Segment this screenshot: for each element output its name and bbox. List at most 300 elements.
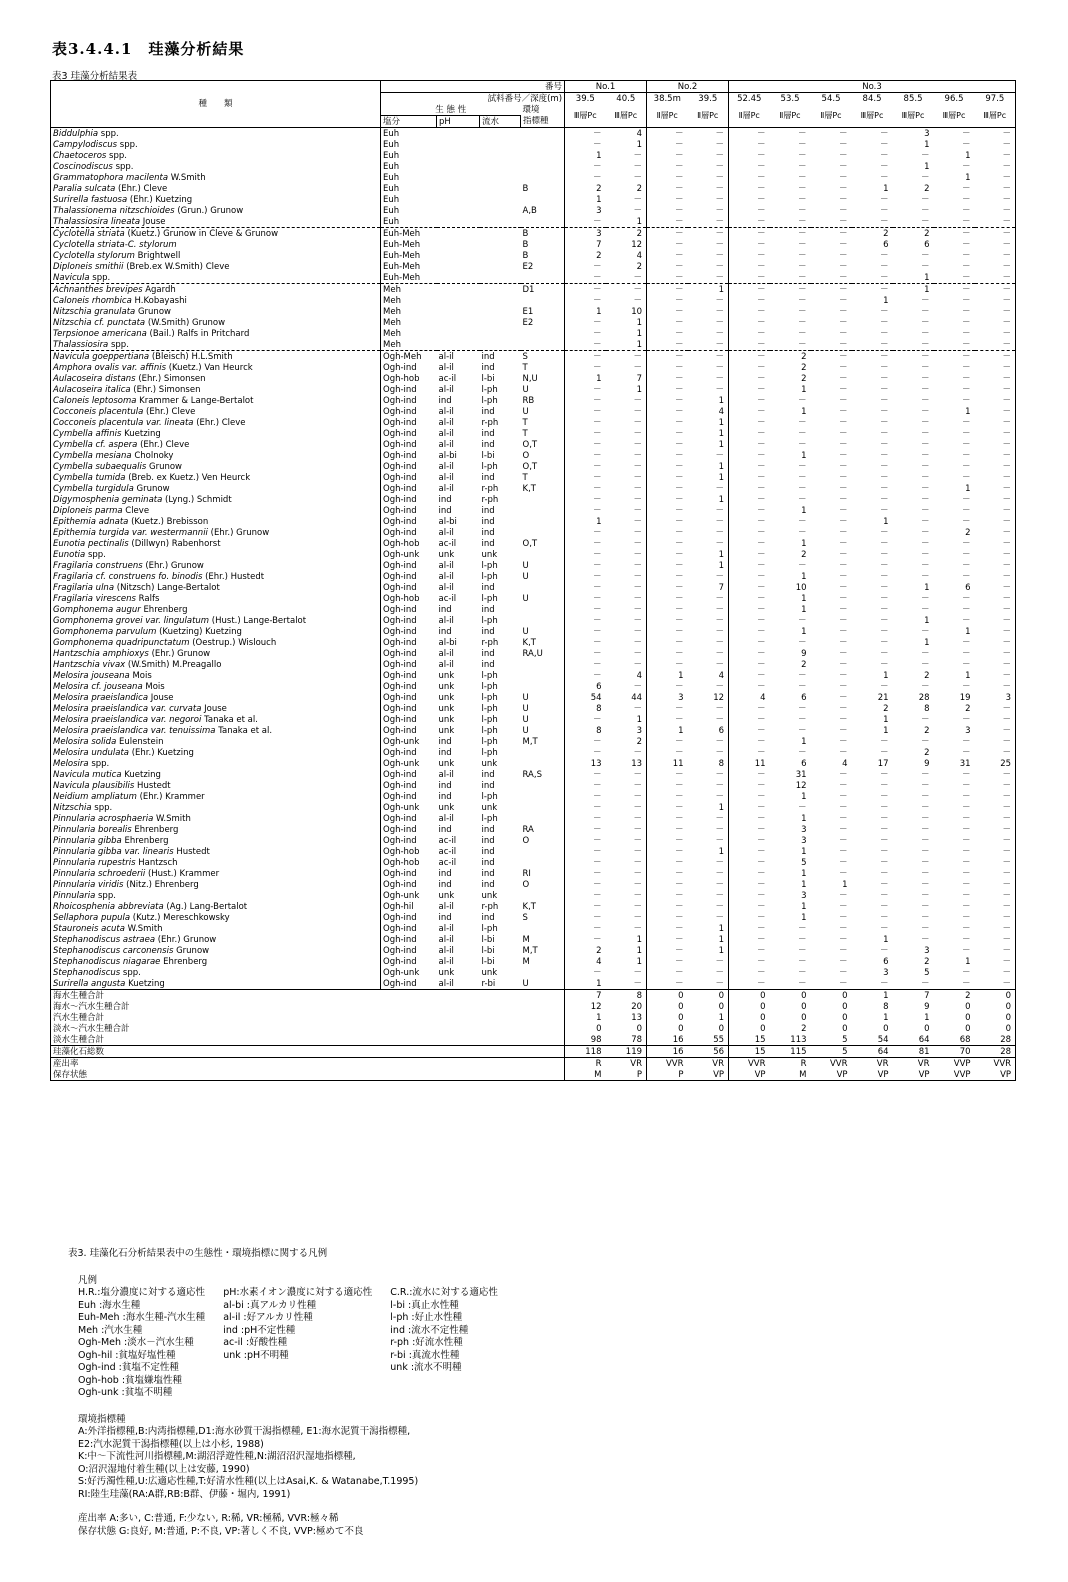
count-cell: － [811,284,852,296]
species-name [51,637,381,648]
count-cell: － [688,857,729,868]
ph-cell: unk [438,890,455,901]
count-cell: － [675,505,684,516]
indicator-cell: U [521,593,565,604]
count-cell: － [688,791,729,802]
count-cell: － [798,725,807,736]
count-cell: － [675,339,684,350]
count-cell: 1 [606,945,647,956]
species-latin: Caloneis rhombica [53,295,132,306]
count-cell: － [675,736,684,747]
species-latin: Pinnularia gibba var. linearis [53,846,174,857]
count-cell: － [757,857,766,868]
count-cell: 3 [801,824,807,835]
count-cell: － [962,194,971,205]
species-author: Jouse [142,216,166,227]
legend-line: H.R.:塩分濃度に対する適応性 [78,1287,205,1298]
current-cell: l-ph [481,395,498,406]
count-cell: － [757,328,766,339]
count-cell: － [839,978,848,989]
current-cell: ind [481,582,495,593]
count-cell: － [675,261,684,272]
current-cell: ind [481,868,495,879]
species-name [51,736,381,747]
count-cell: － [839,824,848,835]
ph-cell: ind [438,626,452,637]
current-cell: ind [481,362,495,373]
count-cell: － [757,439,766,450]
count-cell: － [675,857,684,868]
species-latin: Gomphonema parvulum [53,626,157,637]
species-latin: Eunotia pectinalis [53,538,129,549]
count-cell: － [1002,384,1012,395]
salinity-cell: Euh-Meh [381,228,437,240]
table-row [51,272,1016,284]
salinity-cell: Ogh-unk [383,758,420,769]
total-cell: 8 [883,1001,889,1012]
count-cell: － [962,769,971,780]
ph-cell: ind [438,604,452,615]
indicator-cell: K,T [521,483,565,494]
total-row [51,1012,1016,1023]
indicator-cell [521,272,565,284]
count-cell: 1 [688,923,729,934]
count-cell: － [921,626,930,637]
count-cell: － [757,593,766,604]
species-latin: Cocconeis placentula var. lineata [53,417,194,428]
count-cell: 1 [688,395,729,406]
count-cell: 3 [924,128,930,139]
indicator-cell [521,582,565,593]
species-name [51,417,381,428]
count-cell: 1 [801,505,807,516]
species-latin: Melosira [53,758,89,769]
count-cell: － [880,923,889,934]
ph-cell [437,128,480,140]
legend-line: 産出率 A:多い, C:普通, F:少ない, R:稀, VR:極稀, VVR:極々稀 [78,1513,339,1524]
indicator-cell: T [521,362,565,373]
legend-line: Ogh-hil :貧塩好塩性種 [78,1349,176,1361]
total-cell: 0 [760,1001,766,1012]
total-row [51,1023,1016,1034]
table-row [51,439,1016,450]
count-cell: － [675,494,684,505]
count-cell: － [688,505,729,516]
count-cell: － [688,835,729,846]
count-cell: － [798,194,807,205]
total-cell: R [770,1058,811,1070]
count-cell: － [688,183,729,194]
count-cell: － [1002,328,1012,339]
current-cell: ind [481,648,495,659]
current-cell: l-ph [481,670,498,681]
species-name [51,362,381,373]
count-cell: － [606,802,647,813]
salinity-cell: Ogh-ind [383,483,417,494]
count-cell: － [839,406,848,417]
count-cell: － [921,813,930,824]
species-author: Tanaka et al. [218,725,273,736]
count-cell: － [757,934,766,945]
count-cell: － [921,428,930,439]
ph-header: pH [437,116,480,128]
count-cell: － [839,714,848,725]
species-latin: Cymbella mesiana [53,450,132,461]
total-cell: R [565,1058,606,1070]
table-row [51,648,1016,659]
total-cell: 0 [1005,1001,1012,1012]
count-cell: － [688,450,729,461]
count-cell: － [1002,879,1012,890]
table-row [51,172,1016,183]
count-cell: － [962,923,971,934]
count-cell: － [593,835,602,846]
salinity-cell: Ogh-Meh [381,351,437,363]
table-row [51,791,1016,802]
count-cell: － [839,183,848,194]
legend-line: Ogh-unk :貧塩不明種 [78,1387,173,1398]
count-cell: － [839,428,848,439]
legend-line: l-ph :好止水性種 [390,1312,463,1323]
count-cell: － [962,945,971,956]
table-row [51,890,1016,901]
species-latin: Melosira jouseana [53,670,130,681]
count-cell: 2 [893,228,934,240]
count-cell: － [798,714,807,725]
species-author: Grunow [149,461,183,472]
ph-cell [437,272,480,284]
count-cell: － [606,516,647,527]
species-name [51,205,381,216]
count-cell: 1 [801,736,807,747]
count-cell: － [757,505,766,516]
count-cell: 25 [1000,758,1012,769]
count-cell: 6 [688,725,729,736]
count-cell: － [565,284,606,296]
count-cell: 1 [883,714,889,725]
count-cell: － [921,406,930,417]
species-name [51,582,381,593]
count-cell: － [880,538,889,549]
count-cell: 2 [801,373,807,384]
count-cell: － [921,879,930,890]
current-cell: ind [480,351,521,363]
species-author: Grunow [136,483,170,494]
salinity-cell: Ogh-ind [383,835,417,846]
indicator-cell: B [521,183,565,194]
count-cell: 7 [688,582,729,593]
shiryo-label: 試料番号／深度(m) [381,93,565,105]
species-name [51,802,381,813]
count-cell: － [593,868,602,879]
species-latin: Gomphonema grovei var. lingulatum [53,615,210,626]
layer-label: Ⅲ層Pc [901,110,925,120]
count-cell: － [880,161,889,172]
count-cell: － [593,172,602,183]
species-latin: Cymbella subaequalis [53,461,147,472]
total-label: 汽水生種合計 [51,1012,565,1023]
count-cell: － [839,604,848,615]
species-latin: Surirella angusta [53,978,126,989]
table-row [51,472,1016,483]
species-header: 種 類 [51,81,381,128]
species-author: (Ehr.) Cleve [140,439,190,450]
count-cell: － [1002,648,1012,659]
layer-label: Ⅱ層Pc [738,110,760,120]
indicator-cell [521,128,565,140]
count-cell: 1 [801,406,807,417]
species-name [51,351,381,363]
ph-cell: unk [438,714,455,725]
total-cell: 64 [918,1034,930,1045]
salinity-cell: Euh [383,183,400,194]
count-cell: 4 [596,956,602,967]
species-latin: Navicula plausibilis [53,780,135,791]
count-cell: 1 [801,450,807,461]
table-row [51,205,1016,216]
count-cell: － [839,239,848,250]
total-cell: VR [893,1058,934,1070]
count-cell: 1 [883,670,889,681]
count-cell: － [757,890,766,901]
indicator-cell: B [521,239,565,250]
species-author: (Ehr.) Grunow [151,648,211,659]
count-cell: － [1002,472,1012,483]
indicator-cell [521,967,565,978]
species-latin: Digymosphenia geminata [53,494,163,505]
count-cell: － [1002,194,1012,205]
total-cell: 78 [606,1034,647,1046]
salinity-cell: Ogh-ind [383,659,417,670]
depth-label: 38.5m [653,93,681,104]
total-cell: 0 [842,1023,848,1034]
ph-cell: al-il [438,560,454,571]
legend-line: r-ph :好流水性種 [390,1337,463,1348]
count-cell: － [1002,306,1012,317]
count-cell: － [1002,339,1012,350]
count-cell: 1 [606,956,647,967]
salinity-cell: Ogh-ind [383,461,417,472]
count-cell: － [962,538,971,549]
count-cell: － [839,362,848,373]
species-author: Hustedt [137,780,171,791]
total-cell: 13 [606,1012,647,1023]
count-cell: － [757,582,766,593]
ph-cell [437,161,480,172]
count-cell: － [1002,295,1012,306]
species-author: (Kuetz.) Van Heurck [168,362,253,373]
salinity-cell: Meh [383,306,401,317]
species-latin: Sellaphora pupula [53,912,131,923]
count-cell: － [1002,505,1012,516]
count-cell: － [757,967,766,978]
count-cell: － [921,901,930,912]
ph-cell [437,150,480,161]
ph-cell: unk [438,670,455,681]
count-cell: 44 [606,692,647,703]
ph-cell [437,228,480,240]
count-cell: － [921,791,930,802]
count-cell: － [606,172,647,183]
count-cell: 2 [596,183,602,194]
current-cell: l-ph [481,681,498,692]
count-cell: － [688,328,729,339]
count-cell: － [606,681,647,692]
count-cell: － [880,747,889,758]
count-cell: 1 [801,813,807,824]
count-cell: － [1002,560,1012,571]
count-cell: － [593,272,602,283]
species-latin: Neidium ampliatum [53,791,137,802]
indicator-cell [521,857,565,868]
indicator-cell [521,758,565,769]
count-cell: － [757,406,766,417]
count-cell: － [962,934,971,945]
species-latin: Pinnularia [53,890,96,901]
count-cell: － [921,461,930,472]
count-cell: － [593,901,602,912]
count-cell: － [798,205,807,216]
species-name [51,549,381,560]
count-cell: － [757,527,766,538]
ph-cell: al-il [438,417,454,428]
species-author: spp. [110,339,129,350]
count-cell: － [839,648,848,659]
count-cell: － [675,846,684,857]
ph-cell: unk [438,967,455,978]
species-author: (Hust.) Lange-Bertalot [211,615,307,626]
species-author: (Breb.ex W.Smith) Cleve [126,261,230,272]
species-author: spp. [109,150,127,161]
count-cell: 12 [795,780,807,791]
count-cell: 12 [688,692,729,703]
count-cell: － [921,538,930,549]
count-cell: － [606,978,647,990]
count-cell: 3 [596,205,602,216]
count-cell: － [688,813,729,824]
ph-cell: al-il [438,659,454,670]
count-cell: － [675,703,684,714]
count-cell: － [675,604,684,615]
species-name [51,890,381,901]
count-cell: － [606,747,647,758]
count-cell: － [880,615,889,626]
count-cell: － [839,494,848,505]
count-cell: － [962,161,971,172]
count-cell: － [757,791,766,802]
current-cell: l-ph [481,692,498,703]
count-cell: － [839,461,848,472]
species-name [51,571,381,582]
species-author: Ehrenberg [163,956,208,967]
count-cell: － [757,637,766,648]
species-latin: Pinnularia acrosphaeria [53,813,154,824]
count-cell: － [880,139,889,150]
count-cell: － [757,516,766,527]
salinity-cell: Ogh-ind [383,923,417,934]
ph-cell: al-il [438,934,454,945]
species-name [51,780,381,791]
species-author: (Kuetz.) Grunow in Cleve & Grunow [127,228,279,239]
layer-label: Ⅲ層Pc [606,104,647,128]
count-cell: － [1002,978,1012,989]
ph-cell: al-il [438,901,454,912]
current-cell: l-ph [481,571,498,582]
count-cell: － [921,824,930,835]
count-cell: － [675,172,684,183]
count-cell: － [606,912,647,923]
count-cell: － [688,703,729,714]
ph-cell [437,216,480,228]
species-name [51,328,381,339]
salinity-cell: Ogh-ind [383,934,417,945]
count-cell: － [962,328,971,339]
count-cell: － [606,890,647,901]
count-cell: 6 [883,239,889,250]
count-cell: － [962,317,971,328]
count-cell: 1 [596,306,602,317]
count-cell: － [593,923,602,934]
count-cell: 3 [801,890,807,901]
count-cell: － [880,571,889,582]
total-cell: P [606,1069,647,1081]
count-cell: － [1002,670,1012,681]
count-cell: － [757,560,766,571]
count-cell: 1 [678,725,684,736]
count-cell: － [729,351,770,363]
total-cell: 118 [565,1046,606,1058]
species-author: Brightwell [137,250,181,261]
count-cell: － [675,615,684,626]
ph-cell: al-il [438,527,454,538]
species-latin: Melosira praeislandica var. tenuissima [53,725,216,736]
count-cell: － [1002,205,1012,216]
total-cell: 0 [842,1012,848,1023]
count-cell: － [688,769,729,780]
species-name [51,183,381,194]
count-cell: － [675,648,684,659]
count-cell: － [880,912,889,923]
species-name [51,483,381,494]
count-cell: － [675,406,684,417]
species-name [51,857,381,868]
salinity-cell: Ogh-unk [383,549,420,560]
legend-line: ac-il :好酸性種 [223,1337,288,1348]
species-latin: Navicula mutica [53,769,122,780]
indicator-cell: U [521,703,565,714]
indicator-cell: M,T [521,736,565,747]
count-cell: － [1002,681,1012,692]
table-row [51,923,1016,934]
count-cell: 1 [596,516,602,527]
count-cell: － [1002,769,1012,780]
count-cell: － [688,216,729,228]
ph-cell: al-il [438,428,454,439]
count-cell: 6 [883,956,889,967]
count-cell: － [593,593,602,604]
legend-line: unk :流水不明種 [390,1362,462,1373]
legend-line: 保存状態 G:良好, M:普通, P:不良, VP:著しく不良, VVP:極めて不良 [78,1525,364,1537]
count-cell: － [962,890,971,901]
count-cell: － [688,659,729,670]
count-cell: － [688,912,729,923]
salinity-cell: Euh [383,161,400,172]
count-cell: － [675,956,684,967]
count-cell: － [798,923,807,934]
count-cell: － [962,516,971,527]
table-row [51,139,1016,150]
table-row [51,967,1016,978]
